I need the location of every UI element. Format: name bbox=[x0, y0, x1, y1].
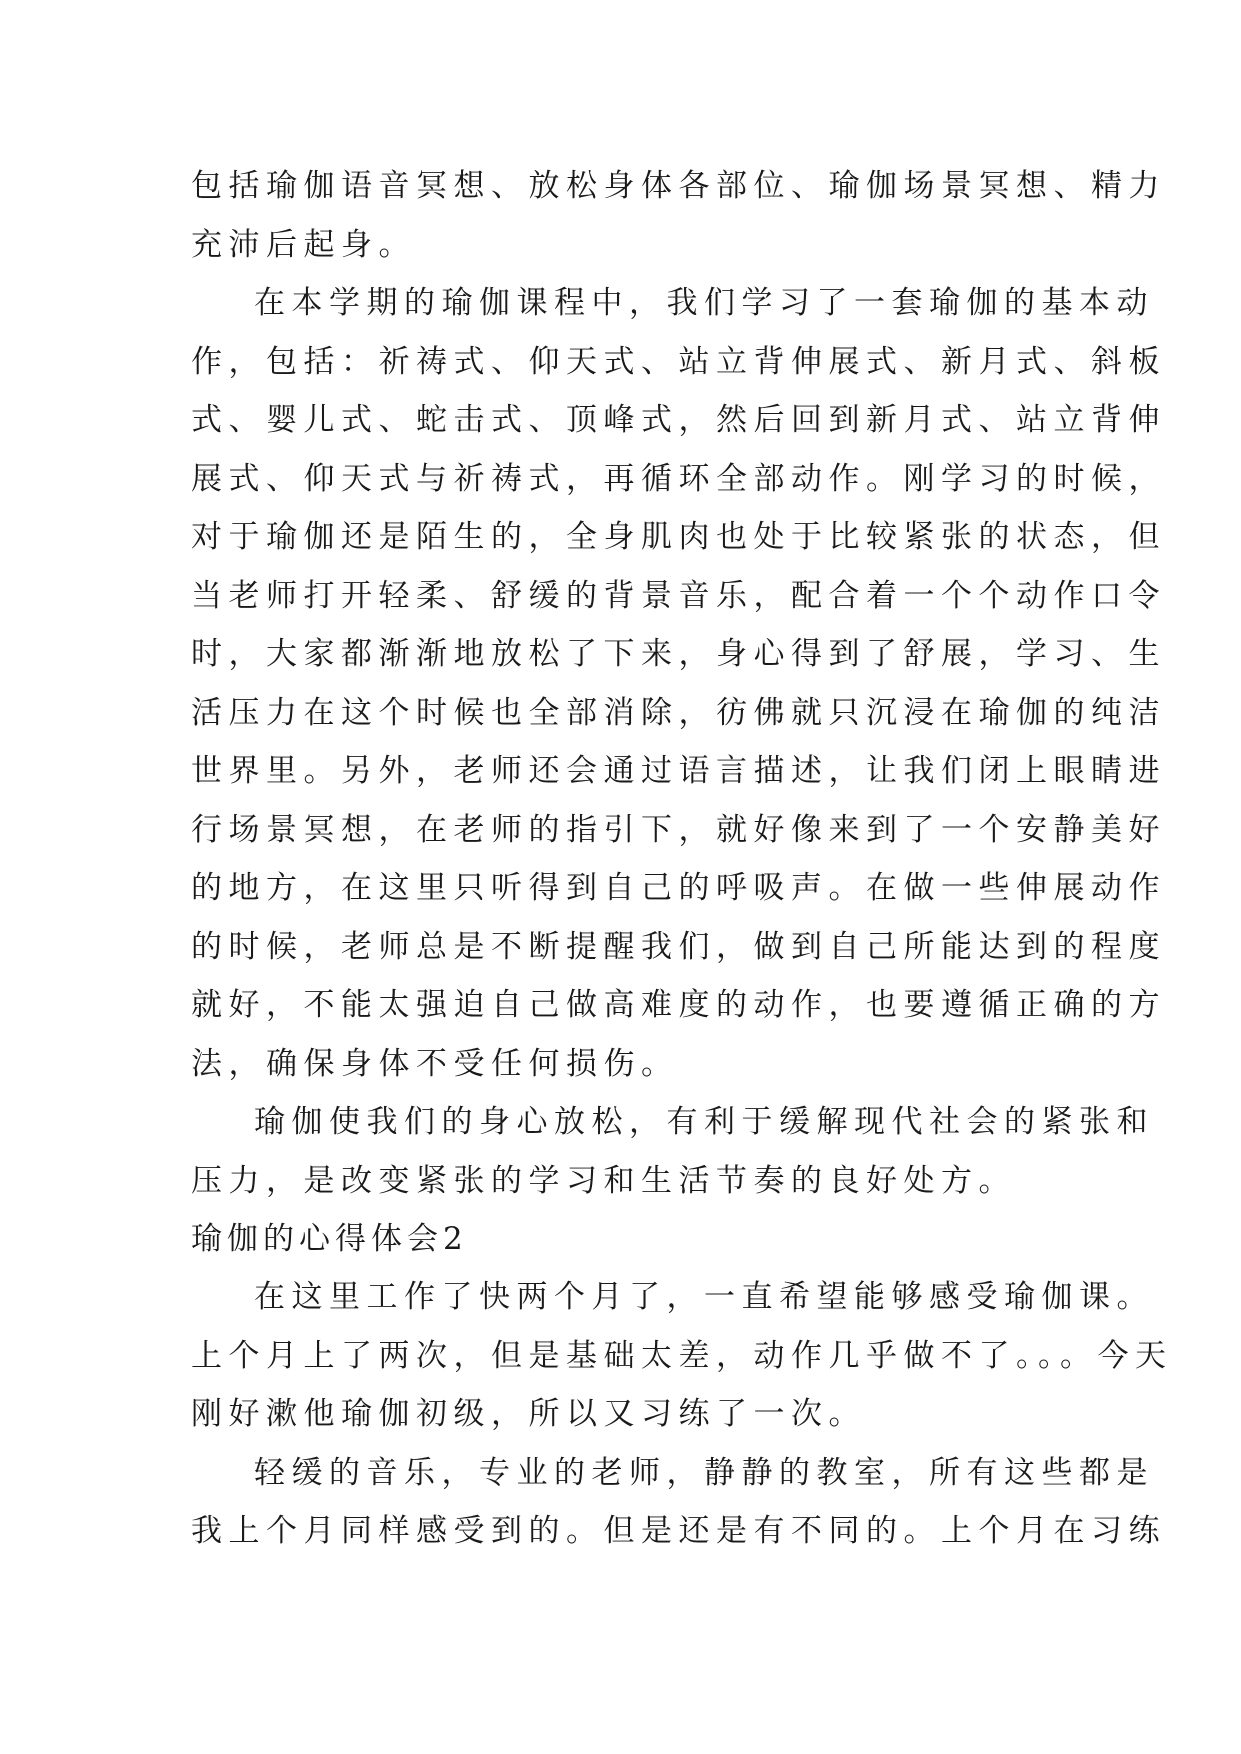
paragraph-line: 上个月上了两次，但是基础太差，动作几乎做不了。。。今天 bbox=[191, 1338, 1173, 1374]
paragraph-line: 展式、仰天式与祈祷式，再循环全部动作。刚学习的时候， bbox=[191, 461, 1166, 497]
paragraph-line: 当老师打开轻柔、舒缓的背景音乐，配合着一个个动作口令 bbox=[191, 578, 1166, 614]
paragraph-line: 瑜伽使我们的身心放松，有利于缓解现代社会的紧张和 bbox=[254, 1104, 1154, 1140]
paragraph-line: 世界里。另外，老师还会通过语言描述，让我们闭上眼睛进 bbox=[191, 753, 1166, 789]
paragraph-line: 法，确保身体不受任何损伤。 bbox=[191, 1046, 679, 1082]
paragraph-line: 轻缓的音乐，专业的老师，静静的教室，所有这些都是 bbox=[254, 1455, 1154, 1491]
paragraph-line: 式、婴儿式、蛇击式、顶峰式，然后回到新月式、站立背伸 bbox=[191, 402, 1166, 438]
paragraph-line: 的地方，在这里只听得到自己的呼吸声。在做一些伸展动作 bbox=[191, 870, 1166, 906]
paragraph-line: 就好，不能太强迫自己做高难度的动作，也要遵循正确的方 bbox=[191, 987, 1166, 1023]
paragraph-line: 对于瑜伽还是陌生的，全身肌肉也处于比较紧张的状态，但 bbox=[191, 519, 1166, 555]
paragraph-line: 活压力在这个时候也全部消除，彷佛就只沉浸在瑜伽的纯洁 bbox=[191, 695, 1166, 731]
paragraph-line: 的时候，老师总是不断提醒我们，做到自己所能达到的程度 bbox=[191, 929, 1166, 965]
paragraph-line: 压力，是改变紧张的学习和生活节奏的良好处方。 bbox=[191, 1163, 1016, 1199]
paragraph-line: 我上个月同样感受到的。但是还是有不同的。上个月在习练 bbox=[191, 1513, 1166, 1549]
section-heading: 瑜伽的心得体会2 bbox=[191, 1221, 468, 1257]
paragraph-line: 充沛后起身。 bbox=[191, 227, 416, 263]
paragraph-line: 行场景冥想，在老师的指引下，就好像来到了一个安静美好 bbox=[191, 812, 1166, 848]
paragraph-line: 在本学期的瑜伽课程中，我们学习了一套瑜伽的基本动 bbox=[254, 285, 1154, 321]
paragraph-line: 包括瑜伽语音冥想、放松身体各部位、瑜伽场景冥想、精力 bbox=[191, 168, 1166, 204]
paragraph-line: 刚好漱他瑜伽初级，所以又习练了一次。 bbox=[191, 1396, 866, 1432]
paragraph-line: 作，包括：祈祷式、仰天式、站立背伸展式、新月式、斜板 bbox=[191, 344, 1166, 380]
paragraph-line: 时，大家都渐渐地放松了下来，身心得到了舒展，学习、生 bbox=[191, 636, 1166, 672]
paragraph-line: 在这里工作了快两个月了，一直希望能够感受瑜伽课。 bbox=[254, 1279, 1154, 1315]
